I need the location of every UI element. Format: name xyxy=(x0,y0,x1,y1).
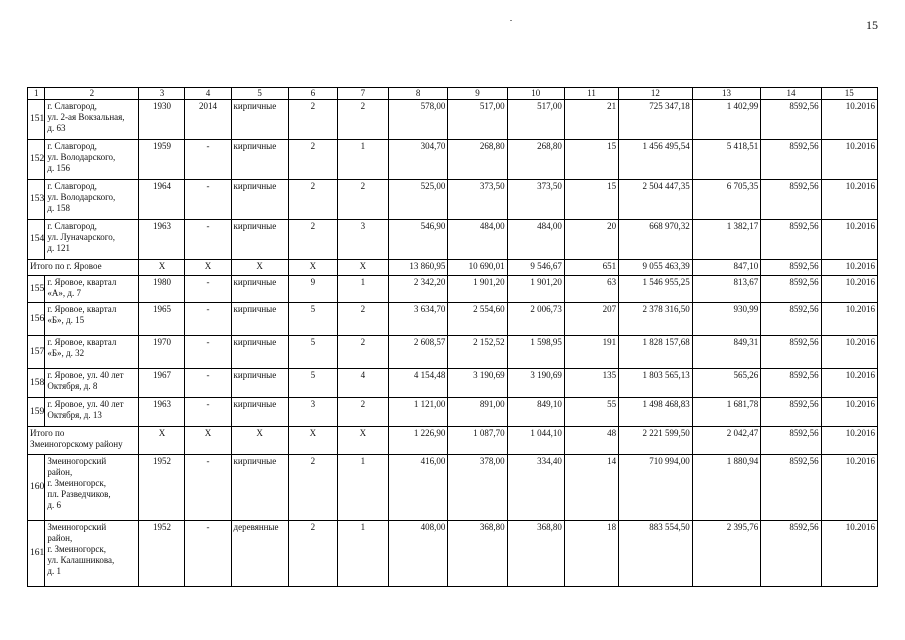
floors: 5 xyxy=(288,336,337,369)
residents-count: 135 xyxy=(564,369,618,398)
year-overhaul: 2014 xyxy=(185,100,231,140)
entrances: 1 xyxy=(337,521,388,587)
cell-text-line: г. Яровое, квартал xyxy=(47,337,117,347)
completion-date: 10.2016 xyxy=(821,260,877,276)
total-area: 4 154,48 xyxy=(389,369,448,398)
address-cell xyxy=(45,276,139,303)
table-row xyxy=(28,455,878,521)
entrances: 2 xyxy=(337,180,388,220)
residential-area: 1 598,95 xyxy=(507,336,564,369)
cell-text-line: «А», д. 7 xyxy=(47,288,81,298)
living-area: 10 690,01 xyxy=(448,260,507,276)
address-cell xyxy=(45,398,139,427)
residents-count: 15 xyxy=(564,180,618,220)
completion-date: 10.2016 xyxy=(821,521,877,587)
total-row xyxy=(28,260,878,276)
total-area: 578,00 xyxy=(389,100,448,140)
row-number: 159 xyxy=(28,398,45,427)
living-area: 2 554,60 xyxy=(448,303,507,336)
cost: 883 554,50 xyxy=(619,521,693,587)
residents-count: 651 xyxy=(564,260,618,276)
cost-per-sqm: 847,10 xyxy=(692,260,761,276)
wall-material: кирпичные xyxy=(231,398,288,427)
cost-per-sqm: 1 880,94 xyxy=(692,455,761,521)
floors: 5 xyxy=(288,369,337,398)
cell-text-line: ул. Калашникова, xyxy=(47,555,115,565)
column-header-3: 3 xyxy=(139,88,185,100)
year-built: 1963 xyxy=(139,398,185,427)
row-number: 161 xyxy=(28,521,45,587)
total-label xyxy=(28,260,139,276)
cost-per-sqm: 849,31 xyxy=(692,336,761,369)
cost: 1 828 157,68 xyxy=(619,336,693,369)
residential-area: 484,00 xyxy=(507,220,564,260)
year-built: 1930 xyxy=(139,100,185,140)
living-area: 517,00 xyxy=(448,100,507,140)
year-built: 1959 xyxy=(139,140,185,180)
residents-count: 15 xyxy=(564,140,618,180)
total-area: 3 634,70 xyxy=(389,303,448,336)
residential-area: 517,00 xyxy=(507,100,564,140)
column-header-14: 14 xyxy=(761,88,821,100)
year-built: Х xyxy=(139,427,185,455)
row-number: 155 xyxy=(28,276,45,303)
column-header-7: 7 xyxy=(337,88,388,100)
cell-text-line: д. 121 xyxy=(47,243,70,253)
year-overhaul: - xyxy=(185,521,231,587)
address-cell xyxy=(45,521,139,587)
residents-count: 207 xyxy=(564,303,618,336)
entrances: 2 xyxy=(337,398,388,427)
max-cost: 8592,56 xyxy=(761,427,821,455)
max-cost: 8592,56 xyxy=(761,521,821,587)
cost-per-sqm: 930,99 xyxy=(692,303,761,336)
address-cell xyxy=(45,369,139,398)
year-overhaul: Х xyxy=(185,260,231,276)
year-overhaul: Х xyxy=(185,427,231,455)
residents-count: 55 xyxy=(564,398,618,427)
table-row xyxy=(28,100,878,140)
cell-text-line: ул. Володарского, xyxy=(47,192,116,202)
column-header-1: 1 xyxy=(28,88,45,100)
year-built: 1952 xyxy=(139,521,185,587)
cell-text-line: г. Славгород, xyxy=(47,141,97,151)
cost: 2 504 447,35 xyxy=(619,180,693,220)
wall-material: деревянные xyxy=(231,521,288,587)
cell-text-line: ул. Володарского, xyxy=(47,152,116,162)
column-header-11: 11 xyxy=(564,88,618,100)
cell-text-line: д. 156 xyxy=(47,163,70,173)
housing-table xyxy=(27,87,878,587)
completion-date: 10.2016 xyxy=(821,140,877,180)
total-area: 525,00 xyxy=(389,180,448,220)
completion-date: 10.2016 xyxy=(821,276,877,303)
max-cost: 8592,56 xyxy=(761,140,821,180)
page-number: 15 xyxy=(866,18,878,32)
completion-date: 10.2016 xyxy=(821,398,877,427)
year-built: 1970 xyxy=(139,336,185,369)
cell-text-line: г. Змеиногорск, xyxy=(47,478,106,488)
wall-material: кирпичные xyxy=(231,336,288,369)
address-cell xyxy=(45,220,139,260)
cell-text-line: г. Славгород, xyxy=(47,181,97,191)
residential-area: 1 901,20 xyxy=(507,276,564,303)
entrances: 1 xyxy=(337,276,388,303)
row-number: 151 xyxy=(28,100,45,140)
residential-area: 9 546,67 xyxy=(507,260,564,276)
cell-text-line: ул. Луначарского, xyxy=(47,232,115,242)
completion-date: 10.2016 xyxy=(821,180,877,220)
max-cost: 8592,56 xyxy=(761,260,821,276)
residential-area: 1 044,10 xyxy=(507,427,564,455)
entrances: 2 xyxy=(337,336,388,369)
floors: 3 xyxy=(288,398,337,427)
address-cell xyxy=(45,140,139,180)
total-area: 304,70 xyxy=(389,140,448,180)
max-cost: 8592,56 xyxy=(761,276,821,303)
residential-area: 334,40 xyxy=(507,455,564,521)
cost: 2 378 316,50 xyxy=(619,303,693,336)
cell-text-line: г. Яровое, ул. 40 лет xyxy=(47,370,124,380)
floors: 9 xyxy=(288,276,337,303)
wall-material: кирпичные xyxy=(231,455,288,521)
entrances: Х xyxy=(337,427,388,455)
row-number: 154 xyxy=(28,220,45,260)
row-number: 156 xyxy=(28,303,45,336)
cost-per-sqm: 1 402,99 xyxy=(692,100,761,140)
completion-date: 10.2016 xyxy=(821,100,877,140)
residents-count: 63 xyxy=(564,276,618,303)
entrances: 2 xyxy=(337,303,388,336)
year-built: 1967 xyxy=(139,369,185,398)
cell-text-line: ул. 2-ая Вокзальная, xyxy=(47,112,125,122)
column-number-header xyxy=(28,88,878,100)
total-area: 1 226,90 xyxy=(389,427,448,455)
cell-text-line: «Б», д. 15 xyxy=(47,315,85,325)
wall-material: кирпичные xyxy=(231,180,288,220)
address-cell xyxy=(45,100,139,140)
column-header-12: 12 xyxy=(619,88,693,100)
completion-date: 10.2016 xyxy=(821,427,877,455)
cell-text-line: д. 158 xyxy=(47,203,70,213)
table-row xyxy=(28,140,878,180)
max-cost: 8592,56 xyxy=(761,369,821,398)
floors: 2 xyxy=(288,140,337,180)
wall-material: кирпичные xyxy=(231,303,288,336)
column-header-4: 4 xyxy=(185,88,231,100)
residential-area: 268,80 xyxy=(507,140,564,180)
table-row xyxy=(28,180,878,220)
wall-material: кирпичные xyxy=(231,100,288,140)
column-header-10: 10 xyxy=(507,88,564,100)
table-row xyxy=(28,303,878,336)
year-overhaul: - xyxy=(185,220,231,260)
cost-per-sqm: 1 681,78 xyxy=(692,398,761,427)
row-number: 158 xyxy=(28,369,45,398)
residents-count: 18 xyxy=(564,521,618,587)
max-cost: 8592,56 xyxy=(761,100,821,140)
floors: 2 xyxy=(288,100,337,140)
cell-text-line: «Б», д. 32 xyxy=(47,348,85,358)
scan-mark xyxy=(510,20,512,21)
max-cost: 8592,56 xyxy=(761,180,821,220)
residential-area: 849,10 xyxy=(507,398,564,427)
max-cost: 8592,56 xyxy=(761,336,821,369)
cell-text-line: г. Яровое, квартал xyxy=(47,277,117,287)
wall-material: Х xyxy=(231,260,288,276)
residents-count: 191 xyxy=(564,336,618,369)
cell-text-line: д. 1 xyxy=(47,566,61,576)
year-built: 1952 xyxy=(139,455,185,521)
cell-text-line: Итого по г. Яровое xyxy=(30,261,102,271)
floors: 5 xyxy=(288,303,337,336)
completion-date: 10.2016 xyxy=(821,303,877,336)
entrances: 3 xyxy=(337,220,388,260)
cell-text-line: г. Змеиногорск, xyxy=(47,544,106,554)
total-label xyxy=(28,427,139,455)
table-row xyxy=(28,521,878,587)
table-body xyxy=(28,88,878,587)
year-overhaul: - xyxy=(185,180,231,220)
row-number: 153 xyxy=(28,180,45,220)
cell-text-line: д. 63 xyxy=(47,123,66,133)
table-row xyxy=(28,369,878,398)
completion-date: 10.2016 xyxy=(821,220,877,260)
cell-text-line: Октября, д. 13 xyxy=(47,410,102,420)
living-area: 268,80 xyxy=(448,140,507,180)
year-built: 1965 xyxy=(139,303,185,336)
completion-date: 10.2016 xyxy=(821,369,877,398)
cost-per-sqm: 2 042,47 xyxy=(692,427,761,455)
living-area: 891,00 xyxy=(448,398,507,427)
completion-date: 10.2016 xyxy=(821,455,877,521)
table-row xyxy=(28,276,878,303)
cost: 2 221 599,50 xyxy=(619,427,693,455)
cost: 710 994,00 xyxy=(619,455,693,521)
residential-area: 3 190,69 xyxy=(507,369,564,398)
cell-text-line: д. 6 xyxy=(47,500,61,510)
cost: 1 803 565,13 xyxy=(619,369,693,398)
floors: Х xyxy=(288,427,337,455)
address-cell xyxy=(45,455,139,521)
cost-per-sqm: 6 705,35 xyxy=(692,180,761,220)
column-header-5: 5 xyxy=(231,88,288,100)
cell-text-line: г. Яровое, ул. 40 лет xyxy=(47,399,124,409)
cell-text-line: г. Яровое, квартал xyxy=(47,304,117,314)
total-row xyxy=(28,427,878,455)
column-header-8: 8 xyxy=(389,88,448,100)
living-area: 484,00 xyxy=(448,220,507,260)
floors: 2 xyxy=(288,220,337,260)
residential-area: 2 006,73 xyxy=(507,303,564,336)
wall-material: Х xyxy=(231,427,288,455)
column-header-9: 9 xyxy=(448,88,507,100)
wall-material: кирпичные xyxy=(231,220,288,260)
year-overhaul: - xyxy=(185,369,231,398)
address-cell xyxy=(45,303,139,336)
year-built: 1963 xyxy=(139,220,185,260)
year-overhaul: - xyxy=(185,336,231,369)
residents-count: 14 xyxy=(564,455,618,521)
cell-text-line: г. Славгород, xyxy=(47,221,97,231)
total-area: 408,00 xyxy=(389,521,448,587)
residents-count: 20 xyxy=(564,220,618,260)
cell-text-line: Итого по xyxy=(30,428,65,438)
column-header-13: 13 xyxy=(692,88,761,100)
cell-text-line: г. Славгород, xyxy=(47,101,97,111)
cell-text-line: пл. Разведчиков, xyxy=(47,489,111,499)
column-header-6: 6 xyxy=(288,88,337,100)
living-area: 378,00 xyxy=(448,455,507,521)
cost-per-sqm: 5 418,51 xyxy=(692,140,761,180)
entrances: 4 xyxy=(337,369,388,398)
table-row xyxy=(28,336,878,369)
cell-text-line: Змеиногорскому району xyxy=(30,439,123,449)
residential-area: 368,80 xyxy=(507,521,564,587)
cell-text-line: Октября, д. 8 xyxy=(47,381,98,391)
address-cell xyxy=(45,336,139,369)
wall-material: кирпичные xyxy=(231,276,288,303)
cost-per-sqm: 813,67 xyxy=(692,276,761,303)
cell-text-line: район, xyxy=(47,533,73,543)
cost: 668 970,32 xyxy=(619,220,693,260)
cell-text-line: Змеиногорский xyxy=(47,522,107,532)
cost-per-sqm: 2 395,76 xyxy=(692,521,761,587)
table-row xyxy=(28,220,878,260)
year-overhaul: - xyxy=(185,303,231,336)
living-area: 1 087,70 xyxy=(448,427,507,455)
max-cost: 8592,56 xyxy=(761,220,821,260)
year-overhaul: - xyxy=(185,276,231,303)
residents-count: 21 xyxy=(564,100,618,140)
cell-text-line: Змеиногорский xyxy=(47,456,107,466)
cost: 1 456 495,54 xyxy=(619,140,693,180)
year-built: 1964 xyxy=(139,180,185,220)
cell-text-line: район, xyxy=(47,467,73,477)
completion-date: 10.2016 xyxy=(821,336,877,369)
year-overhaul: - xyxy=(185,455,231,521)
living-area: 2 152,52 xyxy=(448,336,507,369)
residents-count: 48 xyxy=(564,427,618,455)
row-number: 157 xyxy=(28,336,45,369)
year-overhaul: - xyxy=(185,398,231,427)
total-area: 416,00 xyxy=(389,455,448,521)
max-cost: 8592,56 xyxy=(761,455,821,521)
total-area: 2 342,20 xyxy=(389,276,448,303)
max-cost: 8592,56 xyxy=(761,398,821,427)
year-built: Х xyxy=(139,260,185,276)
total-area: 13 860,95 xyxy=(389,260,448,276)
cost: 9 055 463,39 xyxy=(619,260,693,276)
address-cell xyxy=(45,180,139,220)
column-header-2: 2 xyxy=(45,88,139,100)
row-number: 152 xyxy=(28,140,45,180)
floors: 2 xyxy=(288,455,337,521)
living-area: 3 190,69 xyxy=(448,369,507,398)
total-area: 2 608,57 xyxy=(389,336,448,369)
year-built: 1980 xyxy=(139,276,185,303)
floors: Х xyxy=(288,260,337,276)
table-row xyxy=(28,398,878,427)
cost: 1 498 468,83 xyxy=(619,398,693,427)
wall-material: кирпичные xyxy=(231,369,288,398)
entrances: 1 xyxy=(337,455,388,521)
wall-material: кирпичные xyxy=(231,140,288,180)
entrances: Х xyxy=(337,260,388,276)
residential-area: 373,50 xyxy=(507,180,564,220)
cost-per-sqm: 1 382,17 xyxy=(692,220,761,260)
living-area: 1 901,20 xyxy=(448,276,507,303)
year-overhaul: - xyxy=(185,140,231,180)
cost: 1 546 955,25 xyxy=(619,276,693,303)
row-number: 160 xyxy=(28,455,45,521)
cost-per-sqm: 565,26 xyxy=(692,369,761,398)
entrances: 1 xyxy=(337,140,388,180)
total-area: 546,90 xyxy=(389,220,448,260)
max-cost: 8592,56 xyxy=(761,303,821,336)
cost: 725 347,18 xyxy=(619,100,693,140)
entrances: 2 xyxy=(337,100,388,140)
column-header-15: 15 xyxy=(821,88,877,100)
total-area: 1 121,00 xyxy=(389,398,448,427)
living-area: 373,50 xyxy=(448,180,507,220)
floors: 2 xyxy=(288,180,337,220)
floors: 2 xyxy=(288,521,337,587)
living-area: 368,80 xyxy=(448,521,507,587)
